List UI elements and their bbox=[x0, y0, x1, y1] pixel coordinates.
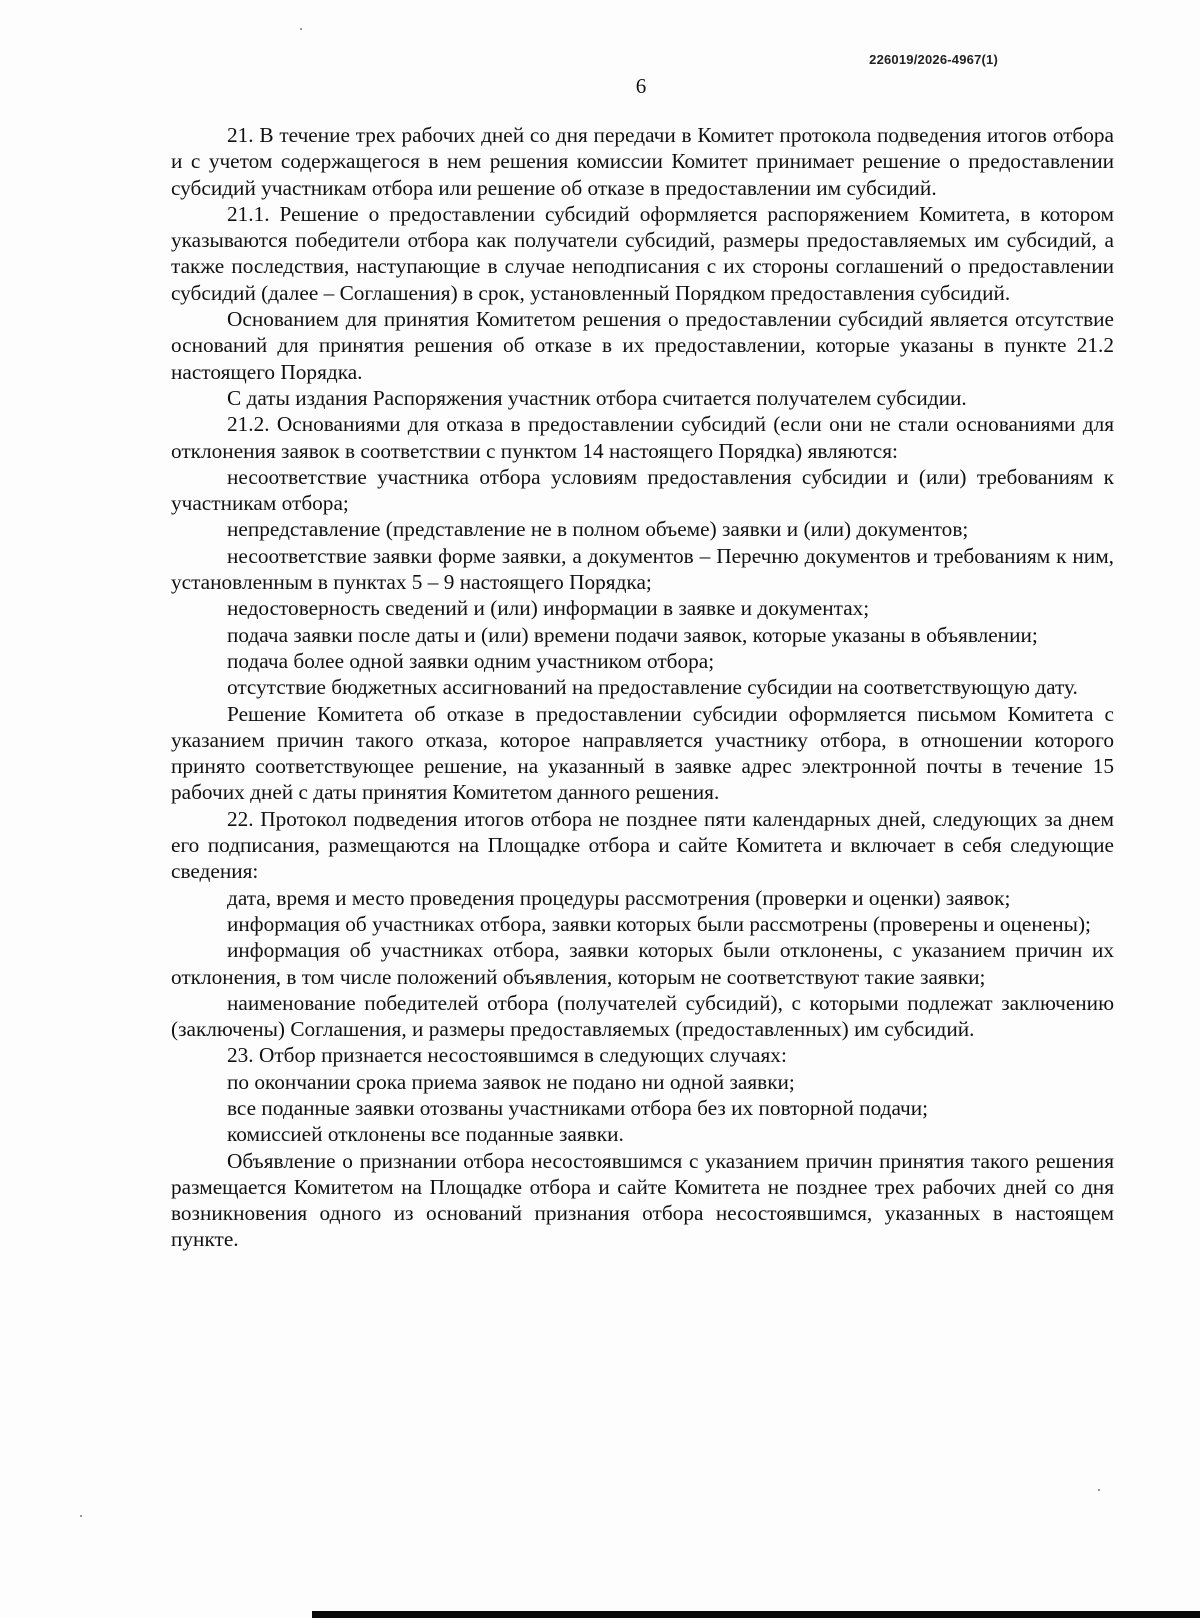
refusal-reason-item: непредставление (представление не в полном объеме) заявки и (или) документов; bbox=[227, 517, 969, 542]
protocol-info-item: информация об участниках отбора, заявки которых были рассмотрены (проверены и оценены); bbox=[227, 911, 1091, 936]
document-body bbox=[171, 122, 1114, 1253]
paragraph-21-2: 21.2. Основаниями для отказа в предоставлении субсидий (если они не стали основаниями для отклонения заявок в соответствии с пунктом 14 настоящего Порядка) являются: bbox=[171, 412, 1114, 463]
refusal-reason-item: несоответствие заявки форме заявки, а документов – Перечню документов и требованиям к ним, установленным в пунктах 5 – 9 настоящего Порядка; bbox=[171, 543, 1114, 595]
paragraph-recipient-status: С даты издания Распоряжения участник отбора считается получателем субсидии. bbox=[227, 385, 967, 410]
scan-speck bbox=[80, 1515, 82, 1517]
paragraph-21-1: 21.1. Решение о предоставлении субсидий оформляется распоряжением Комитета, в котором указываются победители отбора как получатели субсидий, размеры предоставляемых им субсидий, а также последствия, наступающие в случае неподписания с их стороны соглашений о предоставлении субсидий (далее – Соглашения) в срок, установленный Порядком предоставления субсидий. bbox=[171, 201, 1114, 305]
scan-edge-line bbox=[312, 1611, 1200, 1618]
refusal-reason-item: подача заявки после даты и (или) времени подачи заявок, которые указаны в объявлении; bbox=[227, 622, 1038, 647]
paragraph-refusal-letter: Решение Комитета об отказе в предоставлении субсидии оформляется письмом Комитета с указанием причин такого отказа, которое направляется участнику отбора, в отношении которого принято соответствующее решение, на указанный в заявке адрес электронной почты в течение 15 рабочих дней с даты принятия Комитетом данного решения. bbox=[171, 701, 1114, 805]
scan-speck bbox=[1098, 1489, 1100, 1491]
paragraph-23: 23. Отбор признается несостоявшимся в следующих случаях: bbox=[227, 1043, 787, 1068]
refusal-reason-item: подача более одной заявки одним участником отбора; bbox=[227, 648, 715, 673]
paragraph-22: 22. Протокол подведения итогов отбора не позднее пяти календарных дней, следующих за днем его подписания, размещаются на Площадке отбора и сайте Комитета и включает в себя следующие сведения: bbox=[171, 806, 1114, 884]
paragraph-failed-selection-announcement: Объявление о признании отбора несостоявшимся с указанием причин принятия такого решения размещается Комитетом на Площадке отбора и сайте Комитета не позднее трех рабочих дней со дня возникновения одного из оснований признания отбора несостоявшимся, указанных в настоящем пункте. bbox=[171, 1148, 1114, 1252]
failed-selection-case-item: по окончании срока приема заявок не подано ни одной заявки; bbox=[227, 1069, 795, 1094]
protocol-info-item: наименование победителей отбора (получателей субсидий), с которыми подлежат заключению (заключены) Соглашения, и размеры предоставляемых (предоставленных) им субсидий. bbox=[171, 990, 1114, 1042]
refusal-reason-item: несоответствие участника отбора условиям предоставления субсидии и (или) требованиям к участникам отбора; bbox=[171, 464, 1114, 516]
failed-selection-case-item: комиссией отклонены все поданные заявки. bbox=[227, 1122, 624, 1147]
scan-speck bbox=[300, 28, 302, 30]
document-registration-number: 226019/2026-4967(1) bbox=[869, 52, 998, 67]
protocol-info-item: информация об участниках отбора, заявки которых были отклонены, с указанием причин их отклонения, в том числе положений объявления, которым не соответствуют такие заявки; bbox=[171, 938, 1114, 989]
failed-selection-case-item: все поданные заявки отозваны участниками отбора без их повторной подачи; bbox=[227, 1095, 929, 1120]
paragraph-grounds-for-decision: Основанием для принятия Комитетом решения о предоставлении субсидий является отсутствие оснований для принятия решения об отказе в их предоставлении, которые указаны в пункте 21.2 настоящего Порядка. bbox=[171, 307, 1114, 384]
refusal-reason-item: недостоверность сведений и (или) информации в заявке и документах; bbox=[227, 596, 870, 621]
refusal-reason-item: отсутствие бюджетных ассигнований на предоставление субсидии на соответствующую дату. bbox=[227, 675, 1078, 700]
protocol-info-item: дата, время и место проведения процедуры рассмотрения (проверки и оценки) заявок; bbox=[227, 885, 1011, 910]
paragraph-21: 21. В течение трех рабочих дней со дня передачи в Комитет протокола подведения итогов отбора и с учетом содержащегося в нем решения комиссии Комитет принимает решение о предоставлении субсидий участникам отбора или решение об отказе в предоставлении им субсидий. bbox=[171, 123, 1114, 200]
page-number: 6 bbox=[635, 74, 647, 98]
